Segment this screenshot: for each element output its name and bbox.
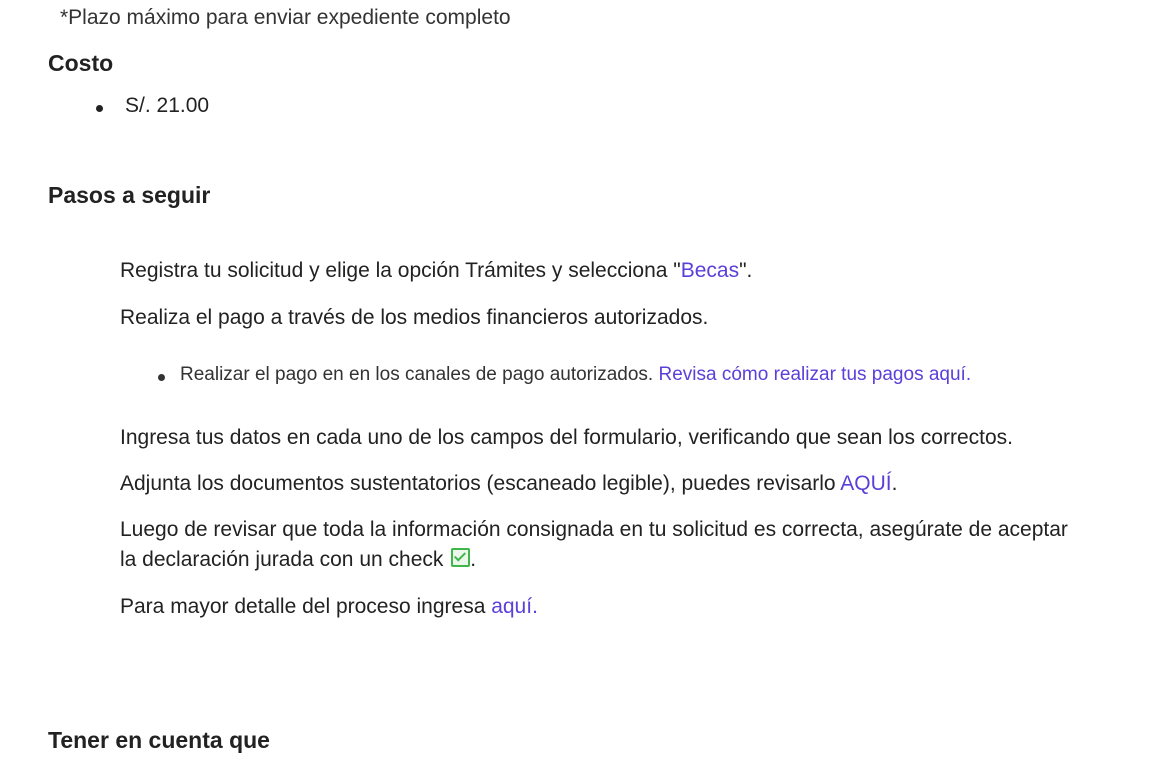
step-documents-text-end: . [891, 472, 898, 495]
cost-list [96, 94, 209, 118]
step-details-text: Para mayor detalle del proceso ingresa [120, 595, 492, 618]
becas-link[interactable]: Becas [680, 259, 740, 282]
step-declaration-text: Luego de revisar que toda la información consignada en tu solicitud es correcta, asegúrate de aceptar la declaración jurada con un check [120, 518, 1068, 571]
step-register-text: Registra tu solicitud y elige la opción Trámites y selecciona " [120, 259, 681, 282]
step-documents [120, 469, 1080, 499]
payment-guide-link[interactable]: Revisa cómo realizar tus pagos aquí. [658, 364, 972, 385]
step-form: Ingresa tus datos en cada uno de los campos del formulario, verificando que sean los correctos. [120, 426, 1014, 449]
notes-heading: Tener en cuenta que [48, 727, 270, 753]
payment-sub-text: Realizar el pago en en los canales de pago autorizados. [180, 364, 659, 385]
payment-sub-item [158, 364, 971, 386]
step-declaration-text-end: . [470, 548, 477, 571]
payment-sub-list [158, 364, 971, 386]
cost-heading: Costo [48, 50, 114, 76]
step-details [120, 592, 1080, 622]
deadline-note: *Plazo máximo para enviar expediente completo [60, 6, 511, 29]
cost-item: S/. 21.00 [96, 94, 209, 118]
step-register-text-end: ". [739, 259, 753, 282]
step-documents-text: Adjunta los documentos sustentatorios (escaneado legible), puedes revisarlo [120, 472, 841, 495]
step-payment: Realiza el pago a través de los medios financieros autorizados. [120, 306, 709, 329]
checkbox-checked-icon [451, 548, 470, 567]
documents-link[interactable]: AQUÍ [840, 472, 892, 495]
steps-heading: Pasos a seguir [48, 182, 211, 208]
step-register [120, 256, 1080, 286]
step-declaration [120, 515, 1080, 575]
details-link[interactable]: aquí. [491, 595, 538, 618]
